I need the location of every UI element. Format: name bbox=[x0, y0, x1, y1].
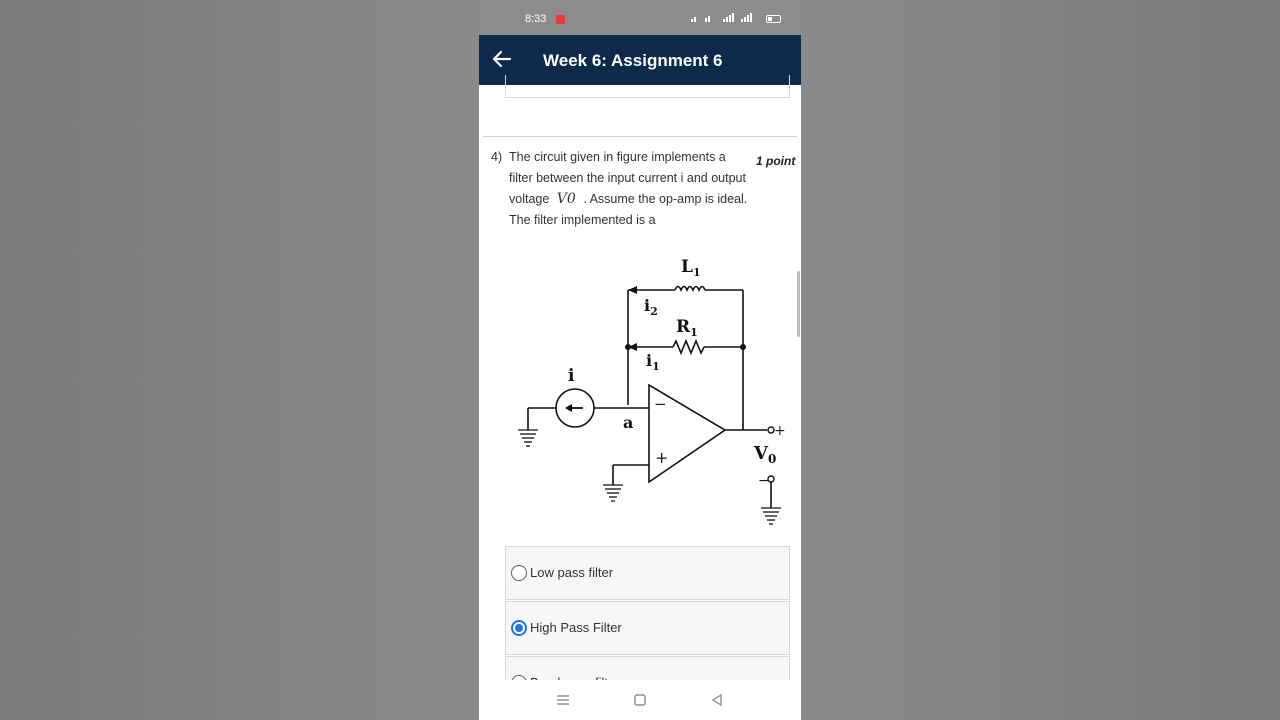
label-V0-sub: 0 bbox=[767, 452, 777, 466]
label-i2-sub: 2 bbox=[650, 305, 658, 318]
recording-icon bbox=[556, 15, 565, 24]
label-i: i bbox=[568, 366, 575, 386]
circuit-diagram bbox=[513, 250, 786, 530]
svg-text:i1 bbox=[646, 351, 660, 373]
label-L1-sub: 1 bbox=[692, 266, 701, 279]
system-nav-bar bbox=[479, 680, 801, 720]
option-low-pass[interactable] bbox=[505, 546, 790, 600]
left-background bbox=[0, 0, 479, 720]
home-icon[interactable] bbox=[631, 691, 649, 709]
status-bar bbox=[479, 0, 801, 35]
label-i1-sub: 1 bbox=[652, 360, 660, 373]
right-background bbox=[801, 0, 1280, 720]
option-label: Low pass filter bbox=[530, 565, 614, 580]
status-time: 8:33 bbox=[525, 13, 547, 25]
question-content[interactable] bbox=[479, 85, 801, 680]
label-R1-sub: 1 bbox=[690, 326, 698, 339]
svg-text:R1 bbox=[676, 317, 698, 339]
option-label: High Pass Filter bbox=[530, 620, 622, 635]
label-L1: L bbox=[681, 257, 693, 277]
label-minus: − bbox=[654, 395, 667, 413]
signal-icon bbox=[691, 12, 761, 25]
question-text-part2: . Assume the op-amp is ideal. The filter implemented is a bbox=[509, 192, 748, 227]
phone-screen bbox=[479, 0, 801, 720]
menu-icon[interactable] bbox=[554, 691, 572, 709]
question-text bbox=[509, 147, 749, 231]
scrollbar-thumb[interactable] bbox=[797, 271, 800, 337]
svg-text:V0 bbox=[753, 443, 776, 466]
label-a: a bbox=[623, 413, 634, 432]
v0-symbol: V0 bbox=[556, 191, 576, 207]
label-i1: i bbox=[646, 351, 653, 370]
page-title: Week 6: Assignment 6 bbox=[543, 51, 723, 70]
radio-high-pass[interactable] bbox=[511, 620, 527, 636]
label-plus: + bbox=[655, 448, 669, 467]
label-R1: R bbox=[676, 317, 691, 337]
question-text-part1: The circuit given in figure implements a filter between the input current i and output voltage bbox=[509, 150, 746, 206]
question-number: 4) bbox=[491, 150, 503, 164]
label-out-plus: + bbox=[774, 423, 786, 439]
radio-low-pass[interactable] bbox=[511, 565, 527, 581]
svg-text:L1 bbox=[681, 257, 701, 279]
back-nav-icon[interactable] bbox=[708, 691, 726, 709]
back-arrow-icon[interactable] bbox=[491, 48, 513, 70]
label-V0: V bbox=[754, 443, 768, 464]
battery-icon bbox=[766, 15, 781, 23]
label-i2: i bbox=[644, 296, 651, 315]
question-points: 1 point bbox=[756, 154, 796, 168]
svg-text:i2 bbox=[644, 296, 658, 318]
question-divider bbox=[483, 136, 797, 137]
option-high-pass[interactable] bbox=[505, 601, 790, 655]
label-out-minus: − bbox=[758, 473, 770, 489]
previous-answer-box bbox=[505, 75, 790, 98]
